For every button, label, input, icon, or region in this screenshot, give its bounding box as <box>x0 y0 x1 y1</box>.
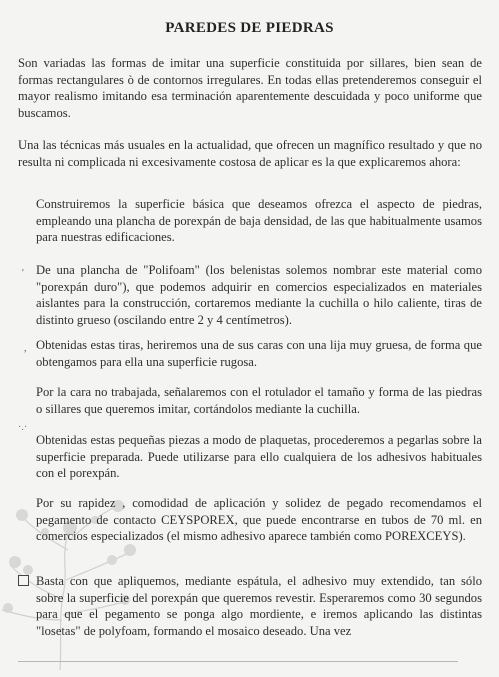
stray-mark-icon: , <box>24 343 27 354</box>
step-paragraph-2: De una plancha de "Polifoam" (los belenistas solemos nombrar este material como "porexpán duro"), que podemos adquirir en comercios especializados en materiales aislantes para la construcción, cortaremos mediante la cuchilla o hilo caliente, tiras de distinto grueso (oscilando entre 2 y 4 centímetros). <box>36 263 482 327</box>
footer-divider <box>18 661 458 662</box>
step-paragraph-1: Construiremos la superficie básica que deseamos ofrezca el aspecto de piedras, empleando una plancha de porexpán de baja densidad, de las que habitualmente usamos para nuestras edificaciones. <box>36 197 482 244</box>
intro-paragraph-2: Una las técnicas más usuales en la actualidad, que ofrecen un magnífico resultado y que no resulta ni complicada ni excesivamente costosa de aplicar es la que explicaremos ahora: <box>18 138 482 169</box>
stray-mark-icon: ' <box>22 268 24 279</box>
step-paragraph-3: Obtenidas estas tiras, heriremos una de sus caras con una lija muy gruesa, de forma que obtengamos para ella una superficie rugosa. <box>36 338 482 369</box>
stray-mark-icon: ·.· <box>18 422 28 433</box>
checkbox-icon <box>18 575 29 586</box>
step-paragraph-7: Basta con que apliquemos, mediante espátula, el adhesivo muy extendido, tan sólo sobre la superficie del porexpán que queremos revestir. Esperaremos como 30 segundos para que el pegamento se ponga algo mordiente, e iremos aplicando las distintas "losetas" de polyfoam, formando el mosaico deseado. Una vez <box>36 574 482 638</box>
page-title: PAREDES DE PIEDRAS <box>165 20 334 36</box>
step-paragraph-6: Por su rapidez , comodidad de aplicación y solidez de pegado recomendamos el pegamento de contacto CEYSPOREX, que puede encontrarse en tubos de 70 ml. en comercios especializados (el mismo adhesivo aparece también como POREXCEYS). <box>36 496 482 543</box>
step-paragraph-4: Por la cara no trabajada, señalaremos con el rotulador el tamaño y forma de las piedras o sillares que queremos imitar, cortándolos mediante la cuchilla. <box>36 385 482 416</box>
intro-paragraph-1: Son variadas las formas de imitar una superficie constituida por sillares, bien sean de formas rectangulares ò de contornos irregulares. En todas ellas pretenderemos conseguir el mayor realismo imitando esa terminación aparentemente descuidada y poco uniforme que buscamos. <box>18 56 482 120</box>
step-paragraph-5: Obtenidas estas pequeñas piezas a modo de plaquetas, procederemos a pegarlas sobre la superficie preparada. Puede utilizarse para ello cualquiera de los adhesivos habituales con el porexpán. <box>36 433 482 480</box>
